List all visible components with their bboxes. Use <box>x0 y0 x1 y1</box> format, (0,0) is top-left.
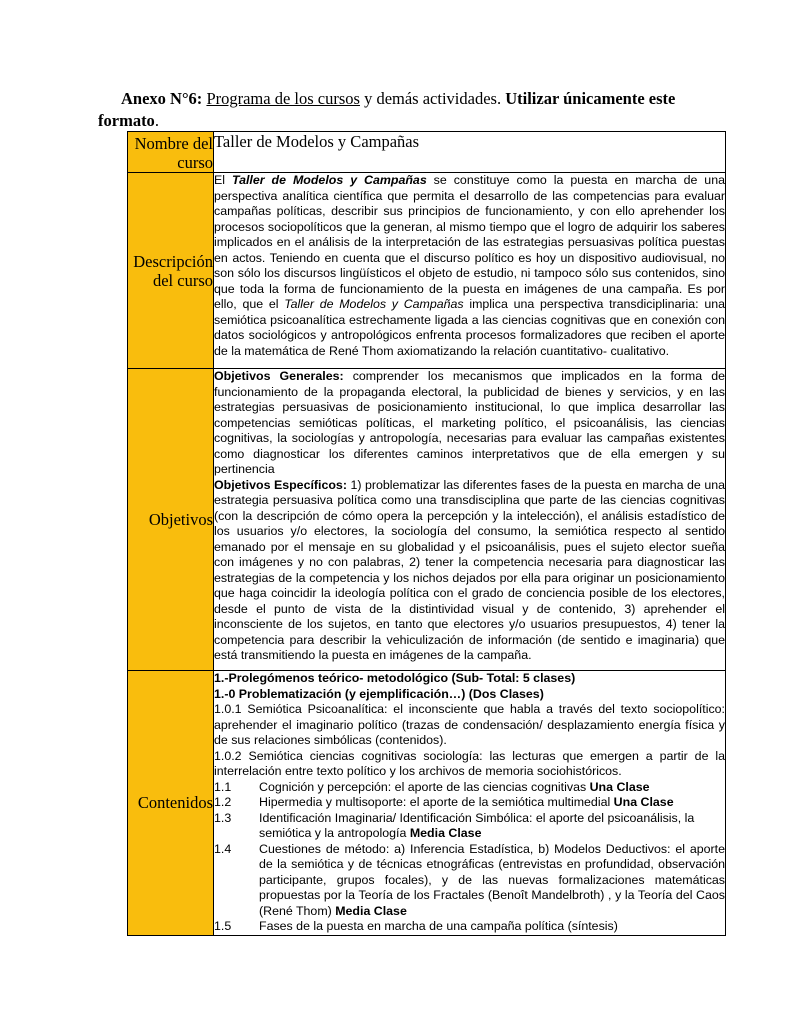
list-item <box>214 795 725 811</box>
contents-list <box>214 780 725 935</box>
list-item <box>214 919 725 935</box>
item-duration: Una Clase <box>589 779 650 794</box>
contents-1-0-1: 1.0.1 Semiótica Psicoanalítica: el inconsciente que habla a través del texto sociopolítico: aprehender el imaginario político (trazas de condensación/ desplazamiento energía física y de sus relaciones simbólicas (contenidos). <box>214 702 725 747</box>
item-text: Fases de la puesta en marcha de una campaña política (síntesis) <box>259 919 618 933</box>
desc-body: se constituye como la puesta en marcha de una perspectiva analítica científica que permita el desarrollo de las competencias para evaluar campañas políticas, describir sus principios de funcionamiento, y con ello aprehender los procesos sociopolíticos que la generan, al mismo tiempo que el logro de adquirir los saberes implicados en el análisis de la interpretación de las estrategias persuasivas política puestas en actos. Teniendo en cuenta que el discurso político es hoy un dispositivo audiovisual, no son sólo los discursos lingüísticos el objeto de estudio, ni tampoco sólo sus contenidos, sino que toda la forma de funcionamiento de la puesta en imágenes de una campaña. Es por ello, que el <box>214 173 725 311</box>
contents-text <box>214 671 726 936</box>
contents-1-0-2: 1.0.2 Semiótica ciencias cognitivas sociología: las lecturas que emergen a partir de la interrelación entre texto político y los archivos de memoria sociohistóricos. <box>214 748 725 778</box>
item-duration: Media Clase <box>409 826 482 840</box>
list-item <box>214 780 725 796</box>
contents-heading-1: 1.-Prolegómenos teórico- metodológico (Sub- Total: 5 clases) <box>214 671 576 685</box>
item-text: Cuestiones de método: a) Inferencia Estadística, b) Modelos Deductivos: el aporte de la semiótica y de técnicas etnográficas (entrevistas en profundidad, observación participante, grupos focales), y de las nuevas formalizaciones matemáticas propuestas por la Teoría de los Fractales (Benoît Mandelbroth) , y la Teoría del Caos (René Thom) <box>259 841 725 918</box>
label-contenidos: Contenidos <box>128 671 214 936</box>
item-number: 1.1 <box>214 779 232 794</box>
item-duration: Media Clase <box>335 903 407 918</box>
row-objetivos <box>128 369 726 671</box>
label-nombre: Nombre del curso <box>128 132 214 173</box>
annex-number: Anexo N°6: <box>121 89 203 108</box>
specific-objectives-label: Objetivos Específicos: <box>214 477 347 492</box>
desc-start: El <box>214 173 232 187</box>
item-number: 1.2 <box>214 795 232 809</box>
course-name: Taller de Modelos y Campañas <box>214 132 726 173</box>
desc-end: implica una perspectiva transdiciplinaria: una semiótica psicoanalítica estrechamente ligada a las ciencias cognitivas que en conexión con datos sociológicos y antropológicos enfrenta procesos formalizadores que reciben el aporte de la matemática de René Thom axiomatizando la relación cuantitativo- cualitativo. <box>214 297 725 358</box>
heading-format: formato <box>98 111 155 130</box>
item-duration: Una Clase <box>613 795 674 809</box>
contents-heading-2: 1.-0 Problematización (y ejemplificación…) (Dos Clases) <box>214 686 544 701</box>
row-descripcion <box>128 173 726 369</box>
item-number: 1.3 <box>214 810 232 825</box>
list-item <box>214 811 725 842</box>
item-text: Cognición y percepción: el aporte de las ciencias cognitivas <box>259 779 590 794</box>
desc-course-name: Taller de Modelos y Campañas <box>231 173 427 187</box>
objectives-text <box>214 369 726 671</box>
label-descripcion: Descripción del curso <box>128 173 214 369</box>
desc-course-name-italic: Taller de Modelos y Campañas <box>284 297 464 311</box>
description-text <box>214 173 726 369</box>
general-objectives-label: Objetivos Generales: <box>214 369 344 383</box>
heading-period: . <box>154 111 159 130</box>
programa-link-text: Programa de los cursos <box>206 89 360 108</box>
row-contenidos <box>128 671 726 936</box>
item-text: Identificación Imaginaria/ Identificación Simbólica: el aporte del psicoanálisis, la semiótica y la antropología <box>259 810 695 840</box>
item-number: 1.5 <box>214 919 232 933</box>
item-text: Hipermedia y multisoporte: el aporte de la semiótica multimedial <box>259 795 614 809</box>
specific-objectives-text: 1) problematizar las diferentes fases de la puesta en marcha de una estrategia persuasiva política como una transdisciplina que parte de las ciencias cognitivas (con la descripción de cómo opera la percepción y la intelección), el análisis estadístico de los usuarios y/o electores, la sociología del consumo, la semiótica respecto al sentido emanado por el mensaje en su globalidad y el psicoanálisis, pues el sujeto elector sueña con imágenes y no con palabras, 2) tener la competencia necesaria para diagnosticar las estrategias de la competencia y los nichos dejados por ella para originar un posicionamiento que haga coincidir la ideología política con el grado de conciencia posible de los electores, desde el punto de vista de la distintividad visual y de contenido, 3) aprehender el inconsciente de los sujetos, en tanto que electores y/o usuarios presupuestos, 4) tener la competencia para describir la vehiculización de información (de sentido e imaginaria) que está transmitiendo la puesta en imágenes de la campaña. <box>214 477 725 662</box>
list-item <box>214 842 725 920</box>
general-objectives-text: comprender los mecanismos que implicados en la forma de funcionamiento de la propaganda electoral, la publicidad de bienes y servicios, y en las estrategias persuasivas de posicionamiento institucional, lo que implica desarrollar las competencias semióticas políticas, el marketing político, el psicoanálisis, las ciencias cognitivas, la sociologías y antropología, necesarias para evaluar las campañas existentes como diagnosticar los diferentes caminos interpretativos que de ella emergen y su pertinencia <box>214 369 725 476</box>
row-nombre <box>128 132 726 173</box>
heading-instruction: Utilizar únicamente este <box>505 89 676 108</box>
heading-rest: y demás actividades. <box>359 89 506 108</box>
annex-heading <box>98 88 731 132</box>
course-program-table <box>127 131 726 936</box>
item-number: 1.4 <box>214 841 232 856</box>
label-objetivos: Objetivos <box>128 369 214 671</box>
